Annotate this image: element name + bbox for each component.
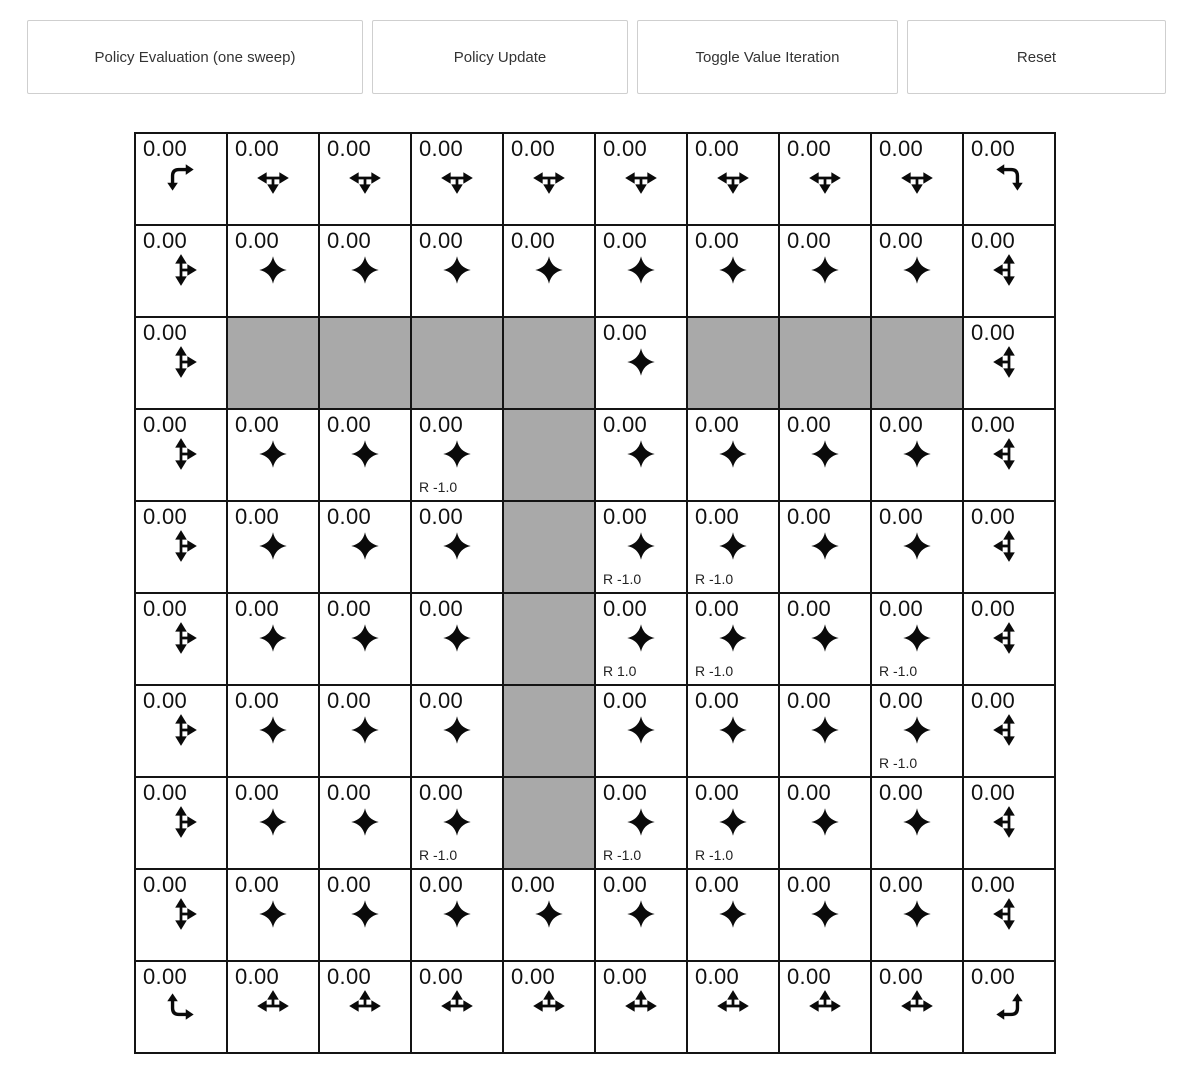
state-value: 0.00: [235, 412, 280, 437]
state-value: 0.00: [603, 504, 648, 529]
policy-arrows-icon: [714, 527, 752, 565]
grid-cell[interactable]: [963, 317, 1055, 409]
policy-arrows-icon: [622, 895, 660, 933]
policy-update-button[interactable]: Policy Update: [372, 20, 628, 94]
wall-cell: [503, 777, 595, 869]
grid-cell[interactable]: [503, 225, 595, 317]
state-value: 0.00: [603, 320, 648, 345]
state-value: 0.00: [695, 136, 740, 161]
state-value: 0.00: [419, 596, 464, 621]
policy-arrows-icon: [346, 159, 384, 197]
grid-cell[interactable]: [779, 777, 871, 869]
state-value: 0.00: [419, 688, 464, 713]
state-value: 0.00: [143, 136, 188, 161]
grid-cell[interactable]: [595, 961, 687, 1053]
grid-cell[interactable]: [411, 777, 503, 869]
grid-cell[interactable]: [779, 961, 871, 1053]
wall-cell: [411, 317, 503, 409]
policy-arrows-icon: [714, 895, 752, 933]
grid-cell[interactable]: [135, 409, 227, 501]
grid-cell[interactable]: [503, 869, 595, 961]
state-value: 0.00: [327, 228, 372, 253]
policy-arrows-icon: [806, 527, 844, 565]
state-value: 0.00: [235, 596, 280, 621]
policy-arrows-icon: [714, 251, 752, 289]
wall-cell: [503, 685, 595, 777]
policy-arrows-icon: [622, 159, 660, 197]
grid-cell[interactable]: [687, 593, 779, 685]
policy-arrows-icon: [438, 527, 476, 565]
state-value: 0.00: [419, 504, 464, 529]
policy-arrows-icon: [254, 251, 292, 289]
state-value: 0.00: [143, 688, 188, 713]
policy-arrows-icon: [622, 987, 660, 1025]
policy-arrows-icon: [438, 803, 476, 841]
state-value: 0.00: [695, 964, 740, 989]
policy-arrows-icon: [806, 711, 844, 749]
grid-cell[interactable]: [595, 317, 687, 409]
state-value: 0.00: [879, 504, 924, 529]
policy-arrows-icon: [254, 159, 292, 197]
state-value: 0.00: [143, 320, 188, 345]
grid-cell[interactable]: [319, 409, 411, 501]
policy-arrows-icon: [622, 343, 660, 381]
grid-cell[interactable]: [135, 593, 227, 685]
policy-arrows-icon: [990, 251, 1028, 289]
policy-arrows-icon: [898, 619, 936, 657]
state-value: 0.00: [511, 964, 556, 989]
policy-arrows-icon: [162, 343, 200, 381]
toggle-value-iteration-button[interactable]: Toggle Value Iteration: [637, 20, 898, 94]
grid-cell[interactable]: [779, 869, 871, 961]
reward-label: R -1.0: [419, 479, 458, 495]
state-value: 0.00: [143, 504, 188, 529]
grid-cell[interactable]: [227, 409, 319, 501]
policy-arrows-icon: [438, 711, 476, 749]
state-value: 0.00: [327, 136, 372, 161]
policy-arrows-icon: [162, 159, 200, 197]
state-value: 0.00: [143, 780, 188, 805]
grid-cell[interactable]: [503, 133, 595, 225]
grid-cell[interactable]: [595, 685, 687, 777]
grid-cell[interactable]: [871, 685, 963, 777]
grid-cell[interactable]: [871, 501, 963, 593]
policy-arrows-icon: [990, 619, 1028, 657]
grid-cell[interactable]: [227, 593, 319, 685]
policy-arrows-icon: [254, 527, 292, 565]
wall-cell: [227, 317, 319, 409]
state-value: 0.00: [143, 228, 188, 253]
policy-evaluation-button[interactable]: Policy Evaluation (one sweep): [27, 20, 363, 94]
state-value: 0.00: [603, 228, 648, 253]
grid-cell[interactable]: [595, 225, 687, 317]
grid-cell[interactable]: [319, 133, 411, 225]
grid-cell[interactable]: [135, 961, 227, 1053]
policy-arrows-icon: [806, 619, 844, 657]
state-value: 0.00: [695, 412, 740, 437]
state-value: 0.00: [971, 964, 1016, 989]
grid-cell[interactable]: [779, 501, 871, 593]
state-value: 0.00: [971, 504, 1016, 529]
grid-cell[interactable]: [871, 869, 963, 961]
grid-cell[interactable]: [963, 777, 1055, 869]
wall-cell: [779, 317, 871, 409]
reward-label: R 1.0: [603, 663, 637, 679]
policy-arrows-icon: [530, 987, 568, 1025]
policy-arrows-icon: [990, 987, 1028, 1025]
state-value: 0.00: [327, 504, 372, 529]
grid-cell[interactable]: [687, 777, 779, 869]
state-value: 0.00: [511, 228, 556, 253]
policy-arrows-icon: [898, 987, 936, 1025]
policy-arrows-icon: [990, 159, 1028, 197]
state-value: 0.00: [419, 872, 464, 897]
state-value: 0.00: [327, 964, 372, 989]
grid-cell[interactable]: [871, 961, 963, 1053]
state-value: 0.00: [879, 136, 924, 161]
policy-arrows-icon: [622, 803, 660, 841]
grid-cell[interactable]: [135, 133, 227, 225]
state-value: 0.00: [327, 596, 372, 621]
grid-cell[interactable]: [963, 869, 1055, 961]
gridworld-grid: [134, 132, 1056, 1054]
policy-arrows-icon: [530, 895, 568, 933]
grid-cell[interactable]: [319, 777, 411, 869]
state-value: 0.00: [971, 872, 1016, 897]
grid-cell[interactable]: [871, 593, 963, 685]
policy-arrows-icon: [898, 895, 936, 933]
policy-arrows-icon: [254, 803, 292, 841]
state-value: 0.00: [695, 596, 740, 621]
grid-cell[interactable]: [227, 501, 319, 593]
policy-arrows-icon: [806, 987, 844, 1025]
state-value: 0.00: [879, 964, 924, 989]
state-value: 0.00: [787, 688, 832, 713]
policy-arrows-icon: [346, 435, 384, 473]
grid-cell[interactable]: [411, 593, 503, 685]
policy-arrows-icon: [714, 711, 752, 749]
policy-arrows-icon: [806, 251, 844, 289]
grid-cell[interactable]: [411, 409, 503, 501]
state-value: 0.00: [971, 688, 1016, 713]
grid-cell[interactable]: [135, 225, 227, 317]
policy-arrows-icon: [622, 527, 660, 565]
state-value: 0.00: [971, 780, 1016, 805]
wall-cell: [687, 317, 779, 409]
state-value: 0.00: [143, 964, 188, 989]
state-value: 0.00: [695, 228, 740, 253]
policy-arrows-icon: [990, 527, 1028, 565]
policy-arrows-icon: [438, 435, 476, 473]
policy-arrows-icon: [806, 159, 844, 197]
policy-arrows-icon: [438, 895, 476, 933]
state-value: 0.00: [419, 228, 464, 253]
grid-cell[interactable]: [871, 225, 963, 317]
policy-arrows-icon: [714, 619, 752, 657]
policy-arrows-icon: [622, 711, 660, 749]
reward-label: R -1.0: [603, 571, 642, 587]
grid-cell[interactable]: [871, 409, 963, 501]
grid-cell[interactable]: [227, 685, 319, 777]
grid-cell[interactable]: [227, 225, 319, 317]
grid-cell[interactable]: [135, 317, 227, 409]
policy-arrows-icon: [162, 435, 200, 473]
grid-cell[interactable]: [687, 685, 779, 777]
state-value: 0.00: [235, 688, 280, 713]
reward-label: R -1.0: [695, 663, 734, 679]
grid-cell[interactable]: [595, 777, 687, 869]
wall-cell: [503, 593, 595, 685]
policy-arrows-icon: [990, 343, 1028, 381]
state-value: 0.00: [603, 136, 648, 161]
policy-arrows-icon: [346, 803, 384, 841]
reward-label: R -1.0: [879, 755, 918, 771]
grid-cell[interactable]: [871, 777, 963, 869]
state-value: 0.00: [879, 780, 924, 805]
policy-arrows-icon: [898, 711, 936, 749]
policy-arrows-icon: [622, 435, 660, 473]
grid-cell[interactable]: [779, 409, 871, 501]
state-value: 0.00: [327, 872, 372, 897]
grid-cell[interactable]: [319, 501, 411, 593]
state-value: 0.00: [327, 688, 372, 713]
policy-arrows-icon: [346, 711, 384, 749]
grid-cell[interactable]: [411, 961, 503, 1053]
grid-cell[interactable]: [595, 501, 687, 593]
grid-cell[interactable]: [319, 961, 411, 1053]
state-value: 0.00: [419, 964, 464, 989]
state-value: 0.00: [787, 504, 832, 529]
policy-arrows-icon: [622, 251, 660, 289]
state-value: 0.00: [419, 780, 464, 805]
policy-arrows-icon: [898, 251, 936, 289]
grid-cell[interactable]: [135, 685, 227, 777]
policy-arrows-icon: [162, 895, 200, 933]
state-value: 0.00: [971, 136, 1016, 161]
policy-arrows-icon: [346, 527, 384, 565]
state-value: 0.00: [419, 412, 464, 437]
policy-arrows-icon: [254, 619, 292, 657]
policy-arrows-icon: [162, 619, 200, 657]
policy-arrows-icon: [346, 895, 384, 933]
policy-arrows-icon: [714, 159, 752, 197]
state-value: 0.00: [419, 136, 464, 161]
grid-cell[interactable]: [687, 225, 779, 317]
state-value: 0.00: [695, 872, 740, 897]
state-value: 0.00: [603, 596, 648, 621]
policy-arrows-icon: [438, 159, 476, 197]
grid-cell[interactable]: [411, 225, 503, 317]
state-value: 0.00: [603, 688, 648, 713]
state-value: 0.00: [235, 504, 280, 529]
grid-cell[interactable]: [319, 225, 411, 317]
grid-cell[interactable]: [963, 225, 1055, 317]
grid-cell[interactable]: [411, 869, 503, 961]
grid-cell[interactable]: [319, 869, 411, 961]
grid-cell[interactable]: [227, 869, 319, 961]
policy-arrows-icon: [714, 435, 752, 473]
state-value: 0.00: [327, 412, 372, 437]
state-value: 0.00: [603, 964, 648, 989]
policy-arrows-icon: [806, 803, 844, 841]
grid-cell[interactable]: [779, 685, 871, 777]
state-value: 0.00: [511, 136, 556, 161]
state-value: 0.00: [603, 872, 648, 897]
state-value: 0.00: [695, 504, 740, 529]
grid-cell[interactable]: [687, 133, 779, 225]
policy-arrows-icon: [806, 435, 844, 473]
state-value: 0.00: [971, 228, 1016, 253]
state-value: 0.00: [235, 872, 280, 897]
grid-cell[interactable]: [411, 133, 503, 225]
policy-arrows-icon: [162, 711, 200, 749]
grid-cell[interactable]: [963, 593, 1055, 685]
state-value: 0.00: [143, 596, 188, 621]
policy-arrows-icon: [806, 895, 844, 933]
grid-cell[interactable]: [227, 961, 319, 1053]
grid-cell[interactable]: [319, 593, 411, 685]
policy-arrows-icon: [530, 251, 568, 289]
grid-cell[interactable]: [595, 869, 687, 961]
policy-arrows-icon: [346, 619, 384, 657]
reset-button[interactable]: Reset: [907, 20, 1166, 94]
policy-arrows-icon: [162, 251, 200, 289]
policy-arrows-icon: [898, 159, 936, 197]
state-value: 0.00: [787, 964, 832, 989]
state-value: 0.00: [787, 412, 832, 437]
policy-arrows-icon: [254, 435, 292, 473]
state-value: 0.00: [143, 412, 188, 437]
state-value: 0.00: [787, 136, 832, 161]
state-value: 0.00: [143, 872, 188, 897]
policy-arrows-icon: [898, 527, 936, 565]
reward-label: R -1.0: [419, 847, 458, 863]
policy-arrows-icon: [622, 619, 660, 657]
policy-arrows-icon: [714, 987, 752, 1025]
state-value: 0.00: [695, 688, 740, 713]
state-value: 0.00: [235, 780, 280, 805]
state-value: 0.00: [235, 228, 280, 253]
state-value: 0.00: [879, 228, 924, 253]
policy-arrows-icon: [990, 711, 1028, 749]
grid-cell[interactable]: [411, 685, 503, 777]
state-value: 0.00: [327, 780, 372, 805]
grid-cell[interactable]: [963, 133, 1055, 225]
policy-arrows-icon: [898, 435, 936, 473]
policy-arrows-icon: [162, 527, 200, 565]
policy-arrows-icon: [346, 987, 384, 1025]
policy-arrows-icon: [346, 251, 384, 289]
state-value: 0.00: [787, 872, 832, 897]
grid-cell[interactable]: [687, 869, 779, 961]
state-value: 0.00: [235, 136, 280, 161]
state-value: 0.00: [235, 964, 280, 989]
state-value: 0.00: [971, 412, 1016, 437]
grid-cell[interactable]: [503, 961, 595, 1053]
state-value: 0.00: [603, 780, 648, 805]
policy-arrows-icon: [990, 895, 1028, 933]
state-value: 0.00: [787, 780, 832, 805]
grid-cell[interactable]: [227, 777, 319, 869]
policy-arrows-icon: [162, 987, 200, 1025]
grid-cell[interactable]: [779, 133, 871, 225]
grid-cell[interactable]: [595, 593, 687, 685]
policy-arrows-icon: [438, 251, 476, 289]
grid-cell[interactable]: [779, 225, 871, 317]
grid-cell[interactable]: [687, 501, 779, 593]
policy-arrows-icon: [990, 803, 1028, 841]
grid-cell[interactable]: [963, 961, 1055, 1053]
policy-arrows-icon: [438, 987, 476, 1025]
reward-label: R -1.0: [695, 847, 734, 863]
grid-cell[interactable]: [135, 777, 227, 869]
policy-arrows-icon: [530, 159, 568, 197]
state-value: 0.00: [879, 688, 924, 713]
grid-cell[interactable]: [411, 501, 503, 593]
grid-cell[interactable]: [963, 501, 1055, 593]
wall-cell: [503, 317, 595, 409]
policy-arrows-icon: [714, 803, 752, 841]
wall-cell: [503, 409, 595, 501]
toolbar: [27, 20, 1166, 94]
wall-cell: [319, 317, 411, 409]
grid-cell[interactable]: [871, 133, 963, 225]
grid-cell[interactable]: [963, 409, 1055, 501]
grid-cell[interactable]: [319, 685, 411, 777]
policy-arrows-icon: [898, 803, 936, 841]
grid-cell[interactable]: [779, 593, 871, 685]
state-value: 0.00: [971, 320, 1016, 345]
grid-cell[interactable]: [227, 133, 319, 225]
state-value: 0.00: [787, 228, 832, 253]
grid-cell[interactable]: [963, 685, 1055, 777]
policy-arrows-icon: [990, 435, 1028, 473]
grid-cell[interactable]: [135, 869, 227, 961]
state-value: 0.00: [511, 872, 556, 897]
state-value: 0.00: [879, 596, 924, 621]
state-value: 0.00: [787, 596, 832, 621]
grid-cell[interactable]: [595, 409, 687, 501]
state-value: 0.00: [879, 872, 924, 897]
grid-cell[interactable]: [687, 409, 779, 501]
grid-cell[interactable]: [595, 133, 687, 225]
wall-cell: [503, 501, 595, 593]
grid-cell[interactable]: [135, 501, 227, 593]
reward-label: R -1.0: [695, 571, 734, 587]
policy-arrows-icon: [162, 803, 200, 841]
policy-arrows-icon: [254, 711, 292, 749]
state-value: 0.00: [879, 412, 924, 437]
state-value: 0.00: [971, 596, 1016, 621]
reward-label: R -1.0: [879, 663, 918, 679]
state-value: 0.00: [603, 412, 648, 437]
state-value: 0.00: [695, 780, 740, 805]
policy-arrows-icon: [254, 987, 292, 1025]
reward-label: R -1.0: [603, 847, 642, 863]
policy-arrows-icon: [438, 619, 476, 657]
policy-arrows-icon: [254, 895, 292, 933]
wall-cell: [871, 317, 963, 409]
grid-cell[interactable]: [687, 961, 779, 1053]
